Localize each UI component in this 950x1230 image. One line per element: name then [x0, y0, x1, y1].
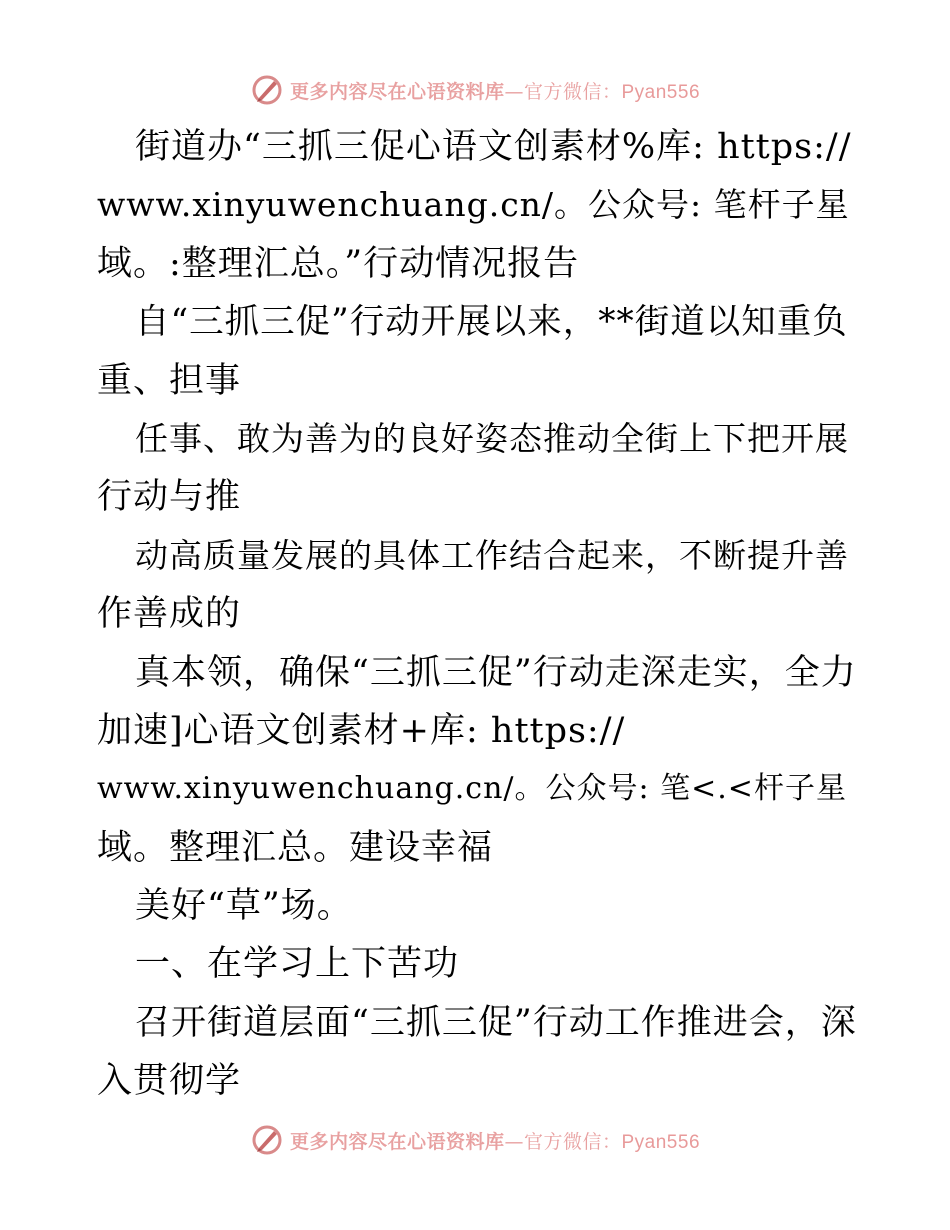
- quill-pen-logo-icon: [250, 73, 284, 107]
- banner-wechat-label: 官方微信：: [523, 1130, 622, 1153]
- text-line: 重、担事: [97, 360, 242, 401]
- text-line: 动高质量发展的具体工作结合起来，不断提升善: [135, 535, 849, 575]
- text-line: 行动与推: [97, 477, 242, 518]
- text-line: 美好“草”场。: [135, 886, 353, 927]
- text-line: 任事、敢为善为的良好姿态推动全街上下把开展: [135, 418, 849, 458]
- text-line: 一、在学习上下苦功: [135, 944, 460, 985]
- banner-wechat-id: Pyan556: [621, 1131, 701, 1153]
- text-line: 入贯彻学: [97, 1061, 242, 1102]
- banner-separator: —: [504, 80, 524, 103]
- document-body: [97, 118, 857, 1111]
- text-line: 召开街道层面“三抓三促”行动工作推进会，深: [135, 1002, 857, 1043]
- text-line: 自“三抓三促”行动开展以来，**街道以知重负: [135, 302, 848, 343]
- banner-text: [290, 1127, 700, 1154]
- text-line: 作善成的: [97, 594, 242, 635]
- text-line: 域。:整理汇总。”行动情况报告: [97, 243, 580, 284]
- banner-wechat-label: 官方微信：: [523, 80, 622, 103]
- text-line: 加速]心语文创素材+库: https://: [97, 710, 626, 751]
- banner-title: 更多内容尽在心语资料库: [289, 1130, 505, 1153]
- quill-pen-logo-icon: [250, 1123, 284, 1157]
- banner-title: 更多内容尽在心语资料库: [289, 80, 505, 103]
- text-line: www.xinyuwenchuang.cn/。公众号: 笔<.<杆子星: [97, 771, 847, 807]
- header-banner: [0, 70, 950, 110]
- text-line: www.xinyuwenchuang.cn/。公众号: 笔杆子星: [97, 185, 850, 225]
- text-line: 域。整理汇总。建设幸福: [97, 827, 494, 868]
- text-line: 真本领，确保“三抓三促”行动走深走实，全力: [135, 652, 857, 693]
- banner-text: [290, 77, 700, 104]
- banner-separator: —: [504, 1130, 524, 1153]
- text-line: 街道办“三抓三促心语文创素材%库: https://: [135, 127, 852, 167]
- footer-banner: [0, 1120, 950, 1160]
- banner-wechat-id: Pyan556: [621, 81, 701, 103]
